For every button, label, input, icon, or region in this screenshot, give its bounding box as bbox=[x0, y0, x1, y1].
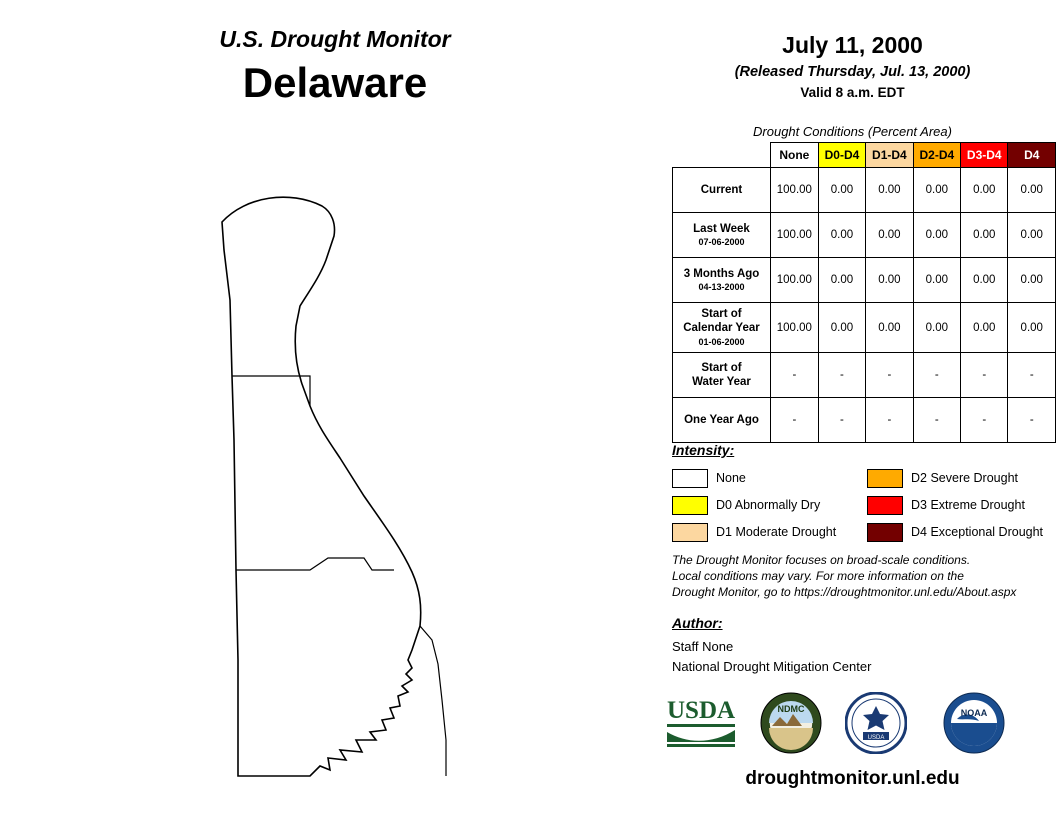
table-row bbox=[673, 213, 1056, 258]
legend-swatch-icon bbox=[867, 496, 903, 515]
page-title: U.S. Drought Monitor bbox=[219, 26, 451, 52]
table-column-header-d1-d4: D1-D4 bbox=[866, 143, 913, 168]
table-cell: 0.00 bbox=[1008, 168, 1056, 213]
table-cell: 0.00 bbox=[818, 258, 865, 303]
table-cell: 100.00 bbox=[771, 168, 819, 213]
valid-time: Valid 8 a.m. EDT bbox=[800, 85, 905, 100]
delaware-drought-map bbox=[150, 140, 530, 785]
legend-item bbox=[867, 520, 1043, 544]
table-cell: - bbox=[771, 398, 819, 443]
table-cell: 0.00 bbox=[961, 258, 1008, 303]
table-cell: 100.00 bbox=[771, 258, 819, 303]
table-row-label: 3 Months Ago 04-13-2000 bbox=[673, 258, 771, 303]
table-cell: 0.00 bbox=[961, 213, 1008, 258]
table-row bbox=[673, 353, 1056, 398]
legend-swatch-icon bbox=[672, 496, 708, 515]
usda-seal-logo bbox=[845, 692, 907, 759]
map-date: July 11, 2000 bbox=[782, 32, 923, 58]
table-row-sublabel: 04-13-2000 bbox=[698, 282, 745, 293]
table-column-header-d0-d4: D0-D4 bbox=[818, 143, 865, 168]
table-cell: - bbox=[818, 353, 865, 398]
table-cell: 0.00 bbox=[818, 168, 865, 213]
author-title: Author: bbox=[672, 615, 723, 631]
table-caption: Drought Conditions (Percent Area) bbox=[753, 124, 952, 139]
table-cell: - bbox=[866, 398, 913, 443]
table-row bbox=[673, 168, 1056, 213]
table-row-label: Start of Calendar Year 01-06-2000 bbox=[673, 303, 771, 353]
legend-column-left bbox=[672, 466, 836, 547]
legend-swatch-icon bbox=[672, 469, 708, 488]
legend-swatch-icon bbox=[867, 523, 903, 542]
legend-item bbox=[672, 493, 836, 517]
table-cell: 0.00 bbox=[818, 213, 865, 258]
table-column-header-d4: D4 bbox=[1008, 143, 1056, 168]
table-cell: 0.00 bbox=[961, 168, 1008, 213]
svg-text:NDMC: NDMC bbox=[777, 704, 805, 714]
noaa-logo bbox=[943, 692, 1005, 759]
table-column-header-d2-d4: D2-D4 bbox=[913, 143, 960, 168]
table-cell: 0.00 bbox=[818, 303, 865, 353]
table-row-label: Start of Water Year bbox=[673, 353, 771, 398]
table-cell: 0.00 bbox=[961, 303, 1008, 353]
table-cell: - bbox=[771, 353, 819, 398]
legend-label: D0 Abnormally Dry bbox=[716, 498, 821, 512]
table-cell: 100.00 bbox=[771, 213, 819, 258]
table-body bbox=[673, 168, 1056, 443]
table-header-row bbox=[673, 143, 1056, 168]
table-row-label: One Year Ago bbox=[673, 398, 771, 443]
legend-swatch-icon bbox=[672, 523, 708, 542]
table-cell: - bbox=[1008, 398, 1056, 443]
table-cell: - bbox=[866, 353, 913, 398]
legend-item bbox=[672, 520, 836, 544]
table-corner-cell bbox=[673, 143, 771, 168]
legend-label: D3 Extreme Drought bbox=[911, 498, 1025, 512]
drought-conditions-table bbox=[672, 142, 1056, 443]
table-row-sublabel: 01-06-2000 bbox=[698, 336, 745, 347]
legend-column-right bbox=[867, 466, 1043, 547]
table-cell: 0.00 bbox=[866, 303, 913, 353]
svg-text:USDA: USDA bbox=[867, 735, 885, 741]
table-cell: 0.00 bbox=[913, 168, 960, 213]
table-cell: 100.00 bbox=[771, 303, 819, 353]
table-cell: 0.00 bbox=[913, 258, 960, 303]
table-row bbox=[673, 398, 1056, 443]
author-name: Staff None bbox=[672, 639, 734, 654]
table-cell: - bbox=[1008, 353, 1056, 398]
table-cell: 0.00 bbox=[866, 168, 913, 213]
table-cell: - bbox=[818, 398, 865, 443]
legend-label: D4 Exceptional Drought bbox=[911, 525, 1044, 539]
table-cell: 0.00 bbox=[1008, 213, 1056, 258]
legend-label: D2 Severe Drought bbox=[911, 471, 1019, 485]
table-column-header-d3-d4: D3-D4 bbox=[961, 143, 1008, 168]
table-cell: - bbox=[913, 353, 960, 398]
table-cell: 0.00 bbox=[866, 213, 913, 258]
legend-label: None bbox=[716, 471, 746, 485]
legend-item bbox=[867, 493, 1043, 517]
table-cell: 0.00 bbox=[913, 303, 960, 353]
disclaimer-text: The Drought Monitor focuses on broad-scale conditions. Local conditions may vary. For more information on the Drought Monitor, go to https://droughtmonitor.unl.edu/About.aspx bbox=[672, 553, 1017, 600]
author-org: National Drought Mitigation Center bbox=[672, 658, 872, 674]
table-cell: - bbox=[961, 353, 1008, 398]
table-cell: - bbox=[961, 398, 1008, 443]
release-date: (Released Thursday, Jul. 13, 2000) bbox=[734, 64, 971, 80]
table-row-label: Last Week 07-06-2000 bbox=[673, 213, 771, 258]
author-block bbox=[672, 637, 871, 676]
table-row-label: Current bbox=[673, 168, 771, 213]
title-block bbox=[120, 26, 550, 107]
table-cell: 0.00 bbox=[866, 258, 913, 303]
ndmc-logo bbox=[760, 692, 822, 759]
legend-item bbox=[867, 466, 1043, 490]
table-cell: 0.00 bbox=[1008, 303, 1056, 353]
svg-text:USDA: USDA bbox=[667, 697, 736, 724]
table-row-sublabel: 07-06-2000 bbox=[698, 237, 745, 248]
intensity-title: Intensity: bbox=[672, 442, 735, 458]
legend-label: D1 Moderate Drought bbox=[716, 525, 837, 539]
legend-item bbox=[672, 466, 836, 490]
date-block bbox=[670, 32, 1035, 100]
website-url: droughtmonitor.unl.edu bbox=[745, 768, 960, 789]
table-column-header-none: None bbox=[771, 143, 819, 168]
usda-logo bbox=[665, 692, 739, 753]
table-row bbox=[673, 303, 1056, 353]
table-cell: 0.00 bbox=[913, 213, 960, 258]
svg-text:NOAA: NOAA bbox=[960, 708, 988, 718]
table-row bbox=[673, 258, 1056, 303]
table-cell: - bbox=[913, 398, 960, 443]
table-cell: 0.00 bbox=[1008, 258, 1056, 303]
legend-swatch-icon bbox=[867, 469, 903, 488]
logo-row bbox=[665, 692, 1035, 762]
state-name: Delaware bbox=[242, 59, 428, 106]
